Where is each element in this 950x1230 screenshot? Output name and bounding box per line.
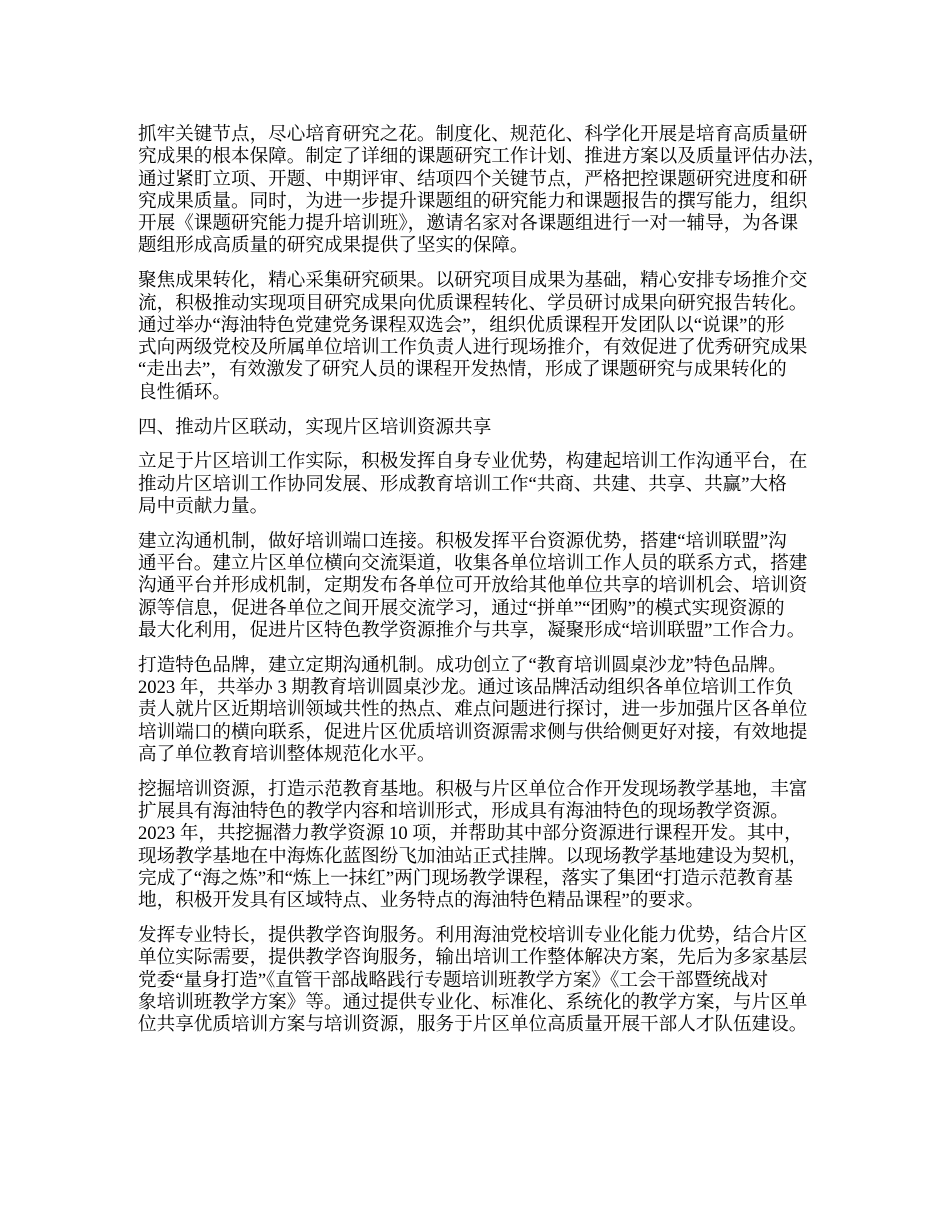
paragraph — [138, 531, 813, 642]
paragraph — [138, 451, 813, 518]
text-line: 聚焦成果转化，精心采集研究硕果。以研究项目成果为基础，精心安排专场推介交 — [138, 270, 808, 292]
text-line: 建立沟通机制，做好培训端口连接。积极发挥平台资源优势，搭建“培训联盟”沟 — [138, 530, 787, 552]
text-line: 打造特色品牌，建立定期沟通机制。成功创立了“教育培训圆桌沙龙”特色品牌。 — [138, 654, 787, 676]
text-line: 责人就片区近期培训领域共性的热点、难点问题进行探讨，进一步加强片区各单位 — [138, 699, 808, 721]
text-line: 通过举办“海油特色党建党务课程双选会”，组织优质课程开发团队以“说课”的形 — [138, 314, 785, 336]
text-line: 抓牢关键节点，尽心培育研究之花。制度化、规范化、科学化开展是培育高质量研 — [138, 124, 808, 145]
text-line: 通平台。建立片区单位横向交流渠道，收集各单位培训工作人员的联系方式，搭建 — [138, 553, 808, 575]
text-line: 位共享优质培训方案与培训资源，服务于片区单位高质量开展干部人才队伍建设。 — [138, 1014, 808, 1036]
text-line: 题组形成高质量的研究成果提供了坚实的保障。 — [138, 235, 529, 257]
text-line: 现场教学基地在中海炼化蓝图纷飞加油站正式挂牌。以现场教学基地建设为契机， — [138, 845, 808, 867]
paragraph — [138, 925, 813, 1036]
text-line: 推动片区培训工作协同发展、形成教育培训工作“共商、共建、共享、共赢”大格 — [138, 473, 787, 495]
text-line: 究成果质量。同时，为进一步提升课题组的研究能力和课题报告的撰写能力，组织 — [138, 190, 808, 212]
text-line: 四、推动片区联动，实现片区培训资源共享 — [138, 416, 492, 438]
text-line: 最大化利用，促进片区特色教学资源推介与共享，凝聚形成“培训联盟”工作合力。 — [138, 619, 806, 641]
text-line: 党委“量身打造”《直管干部战略践行专题培训班教学方案》《工会干部暨统战对 — [138, 969, 769, 991]
text-line: 发挥专业特长，提供教学咨询服务。利用海油党校培训专业化能力优势，结合片区 — [138, 925, 808, 946]
document-content — [138, 124, 826, 1036]
text-line: 象培训班教学方案》等。通过提供专业化、标准化、系统化的教学方案，与片区单 — [138, 991, 808, 1013]
text-line: 沟通平台并形成机制，定期发布各单位可开放给其他单位共享的培训机会、培训资 — [138, 575, 808, 597]
paragraph — [138, 779, 813, 913]
text-line: 2023 年，共挖掘潜力教学资源 10 项，并帮助其中部分资源进行课程开发。其中， — [138, 823, 803, 845]
text-line: 完成了“海之炼”和“炼上一抹红”两门现场教学课程，落实了集团“打造示范教育基 — [138, 867, 793, 889]
text-line: 式向两级党校及所属单位培训工作负责人进行现场推介，有效促进了优秀研究成果 — [138, 337, 808, 359]
text-line: 通过紧盯立项、开题、中期评审、结项四个关键节点，严格把控课题研究进度和研 — [138, 168, 808, 190]
text-line: 局中贡献力量。 — [138, 495, 269, 517]
text-line: 源等信息，促进各单位之间开展交流学习，通过“拼单”“团购”的模式实现资源的 — [138, 597, 785, 619]
text-line: 立足于片区培训工作实际，积极发挥自身专业优势，构建起培训工作沟通平台，在 — [138, 451, 808, 473]
text-line: “走出去”，有效激发了研究人员的课程开发热情，形成了课题研究与成果转化的 — [138, 359, 787, 381]
text-line: 单位实际需要，提供教学咨询服务，输出培训工作整体解决方案，先后为多家基层 — [138, 947, 808, 969]
text-line: 高了单位教育培训整体规范化水平。 — [138, 743, 436, 765]
text-line: 流，积极推动实现项目研究成果向优质课程转化、学员研讨成果向研究报告转化。 — [138, 292, 808, 314]
text-line: 培训端口的横向联系，促进片区优质培训资源需求侧与供给侧更好对接，有效地提 — [138, 721, 808, 743]
text-line: 地，积极开发具有区域特点、业务特点的海油特色精品课程”的要求。 — [138, 890, 705, 912]
text-line: 挖掘培训资源，打造示范教育基地。积极与片区单位合作开发现场教学基地，丰富 — [138, 778, 808, 800]
text-line: 良性循环。 — [138, 381, 231, 403]
text-line: 究成果的根本保障。制定了详细的课题研究工作计划、推进方案以及质量评估办法， — [138, 146, 826, 168]
paragraph — [138, 655, 813, 766]
section-heading — [138, 417, 813, 439]
paragraph — [138, 270, 813, 404]
text-line: 2023 年，共举办 3 期教育培训圆桌沙龙。通过该品牌活动组织各单位培训工作负 — [138, 677, 794, 699]
paragraph — [138, 124, 826, 258]
text-line: 开展《课题研究能力提升培训班》，邀请名家对各课题组进行一对一辅导，为各课 — [138, 213, 799, 235]
text-line: 扩展具有海油特色的教学内容和培训形式，形成具有海油特色的现场教学资源。 — [138, 801, 789, 823]
